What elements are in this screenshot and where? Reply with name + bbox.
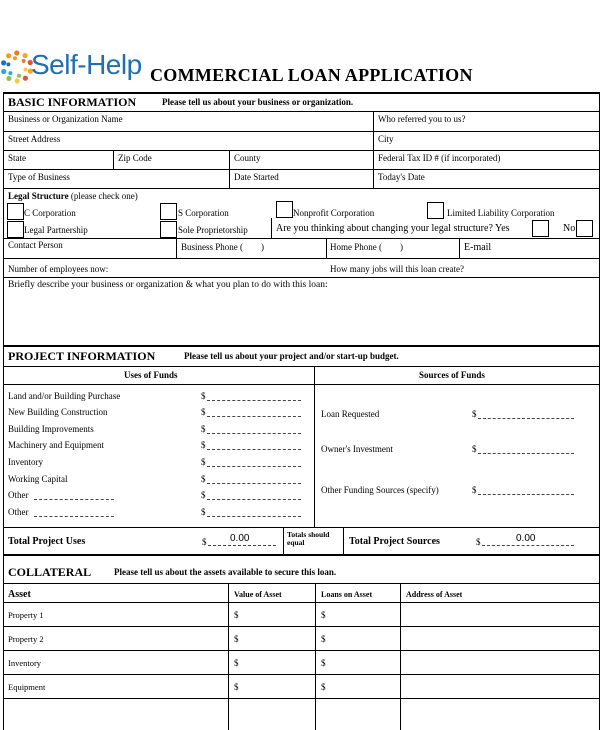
total-uses-line [208, 545, 276, 546]
use-dollar: $ [201, 457, 206, 467]
collateral-address-field[interactable] [401, 651, 599, 674]
home-phone-label: Home Phone ( ) [330, 242, 403, 252]
use-dollar: $ [201, 391, 206, 401]
logo-dot [6, 53, 11, 58]
self-help-logo [0, 46, 148, 86]
total-uses-dollar: $ [202, 537, 207, 547]
use-label: New Building Construction [8, 407, 108, 417]
use-label: Land and/or Building Purchase [8, 391, 121, 401]
zip-label: Zip Code [118, 153, 152, 163]
c-corp-checkbox[interactable] [7, 203, 24, 220]
totals-equal-label: Totals should equal [287, 530, 330, 547]
source-amount-field[interactable] [478, 494, 574, 495]
collateral-loans-field[interactable]: $ [321, 658, 326, 668]
use-amount-field[interactable] [207, 400, 301, 401]
collateral-asset-label: Inventory [8, 658, 42, 668]
changing-no-checkbox[interactable] [576, 220, 593, 237]
c-corp-label: C Corporation [24, 208, 76, 218]
collateral-value-field[interactable]: $ [234, 634, 239, 644]
logo-dot [23, 76, 28, 81]
contact-label: Contact Person [8, 240, 63, 250]
total-sources-dollar: $ [476, 537, 481, 547]
logo-dot [17, 74, 21, 78]
collateral-address-field[interactable] [401, 603, 599, 626]
use-amount-field[interactable] [207, 483, 301, 484]
logo-dot [1, 60, 6, 65]
state-field[interactable] [4, 151, 112, 169]
project-heading: PROJECT INFORMATION [8, 349, 156, 363]
use-label: Working Capital [8, 474, 68, 484]
llc-checkbox[interactable] [427, 202, 444, 219]
describe-textarea[interactable] [4, 292, 599, 344]
total-sources-value[interactable]: 0.00 [516, 533, 536, 544]
describe-label: Briefly describe your business or organization & what you plan to do with this loan: [8, 280, 328, 290]
home-phone-field[interactable] [327, 239, 458, 258]
s-corp-label: S Corporation [178, 208, 229, 218]
partnership-label: Legal Partnership [24, 225, 88, 235]
tax-id-field[interactable] [374, 151, 599, 169]
todays-date-field[interactable] [374, 170, 599, 188]
source-dollar: $ [472, 485, 477, 495]
use-dollar: $ [201, 474, 206, 484]
col-loans-header: Loans on Asset [321, 590, 373, 599]
county-field[interactable] [230, 151, 372, 169]
sole-label: Sole Proprietorship [178, 225, 248, 235]
collateral-address-field[interactable] [401, 675, 599, 698]
contact-field[interactable] [4, 239, 175, 258]
logo-dot [15, 78, 20, 83]
total-uses-label: Total Project Uses [8, 536, 86, 547]
other-specify-line[interactable] [34, 499, 114, 500]
logo-dot [13, 56, 17, 60]
use-label: Inventory [8, 457, 43, 467]
use-label: Building Improvements [8, 424, 94, 434]
collateral-value-field[interactable]: $ [234, 610, 239, 620]
state-label: State [8, 153, 26, 163]
date-started-field[interactable] [230, 170, 372, 188]
use-label: Machinery and Equipment [8, 440, 104, 450]
street-field[interactable] [4, 132, 372, 150]
county-label: County [234, 153, 261, 163]
page-title: COMMERCIAL LOAN APPLICATION [150, 65, 473, 85]
total-uses-value[interactable]: 0.00 [230, 533, 250, 544]
todays-date-label: Today's Date [378, 172, 425, 182]
logo-text: Self-Help [31, 49, 142, 80]
collateral-value-field[interactable]: $ [234, 658, 239, 668]
employees-label: Number of employees now: [8, 264, 109, 274]
basic-info-heading: BASIC INFORMATION [8, 95, 137, 109]
collateral-asset-label: Property 1 [8, 610, 44, 620]
use-amount-field[interactable] [207, 499, 301, 500]
source-dollar: $ [472, 409, 477, 419]
use-amount-field[interactable] [207, 416, 301, 417]
jobs-field[interactable] [327, 259, 599, 277]
logo-dot [8, 71, 12, 75]
use-dollar: $ [201, 440, 206, 450]
changing-yes-checkbox[interactable] [532, 220, 549, 237]
city-field[interactable] [374, 132, 599, 150]
use-label: Other [8, 507, 29, 517]
business-name-label: Business or Organization Name [8, 114, 123, 124]
type-label: Type of Business [8, 172, 70, 182]
collateral-asset-label: Property 2 [8, 634, 44, 644]
changing-no-label: No [563, 223, 576, 234]
collateral-address-field[interactable] [401, 627, 599, 650]
collateral-loans-field[interactable]: $ [321, 634, 326, 644]
source-amount-field[interactable] [478, 418, 574, 419]
project-subheading: Please tell us about your project and/or start-up budget. [184, 351, 399, 361]
total-sources-line [482, 545, 574, 546]
date-started-label: Date Started [234, 172, 279, 182]
source-label: Owner's Investment [321, 444, 393, 454]
source-dollar: $ [472, 444, 477, 454]
logo-dot [24, 68, 28, 72]
collateral-value-field[interactable]: $ [234, 682, 239, 692]
basic-info-subheading: Please tell us about your business or organization. [162, 97, 354, 107]
use-amount-field[interactable] [207, 466, 301, 467]
jobs-label: How many jobs will this loan create? [330, 264, 464, 274]
sources-header: Sources of Funds [419, 370, 485, 380]
street-label: Street Address [8, 134, 61, 144]
sunburst-logo-icon [0, 50, 34, 84]
source-amount-field[interactable] [478, 453, 574, 454]
referred-label: Who referred you to us? [378, 114, 466, 124]
collateral-loans-field[interactable]: $ [321, 610, 326, 620]
other-specify-line[interactable] [34, 516, 114, 517]
employees-field[interactable] [4, 259, 325, 277]
referred-field[interactable] [374, 112, 599, 131]
use-amount-field[interactable] [207, 449, 301, 450]
nonprofit-label: Nonprofit Corporation [293, 208, 375, 218]
use-label: Other [8, 490, 29, 500]
business-phone-field[interactable] [177, 239, 325, 258]
use-amount-field[interactable] [207, 516, 301, 517]
logo-dot [6, 76, 11, 81]
collateral-subheading: Please tell us about the assets available to secure this loan. [114, 567, 337, 577]
logo-dot [1, 69, 6, 74]
use-dollar: $ [201, 507, 206, 517]
source-label: Loan Requested [321, 409, 380, 419]
type-field[interactable] [4, 170, 228, 188]
logo-dot [22, 53, 27, 58]
uses-header: Uses of Funds [124, 370, 178, 380]
logo-dot [6, 62, 10, 66]
row-divider [3, 698, 600, 699]
use-dollar: $ [201, 407, 206, 417]
email-label: E-mail [464, 242, 492, 253]
use-amount-field[interactable] [207, 433, 301, 434]
city-label: City [378, 134, 394, 144]
changing-label: Are you thinking about changing your legal structure? Yes [276, 223, 510, 234]
nonprofit-checkbox[interactable] [276, 201, 293, 218]
col-address-header: Address of Asset [406, 590, 463, 599]
total-sources-label: Total Project Sources [349, 536, 440, 547]
legal-structure-note: (please check one) [68, 191, 138, 201]
col-asset-header: Asset [8, 589, 31, 600]
business-phone-label: Business Phone ( ) [181, 242, 264, 252]
collateral-heading: COLLATERAL [8, 565, 92, 579]
collateral-asset-label: Equipment [8, 682, 46, 692]
business-name-field[interactable] [4, 112, 372, 131]
legal-structure-title: Legal Structure [8, 191, 69, 201]
source-label: Other Funding Sources (specify) [321, 485, 439, 495]
logo-dot [22, 59, 26, 63]
zip-field[interactable] [114, 151, 228, 169]
llc-label: Limited Liability Corporation [447, 208, 555, 218]
partnership-checkbox[interactable] [7, 221, 24, 238]
email-field[interactable] [460, 239, 599, 258]
legal-structure-label [8, 191, 138, 202]
s-corp-checkbox[interactable] [160, 203, 177, 220]
sole-checkbox[interactable] [160, 221, 177, 238]
use-dollar: $ [201, 424, 206, 434]
col-value-header: Value of Asset [234, 590, 282, 599]
tax-id-label: Federal Tax ID # (if incorporated) [378, 153, 501, 163]
logo-dot [14, 50, 19, 55]
collateral-loans-field[interactable]: $ [321, 682, 326, 692]
use-dollar: $ [201, 490, 206, 500]
